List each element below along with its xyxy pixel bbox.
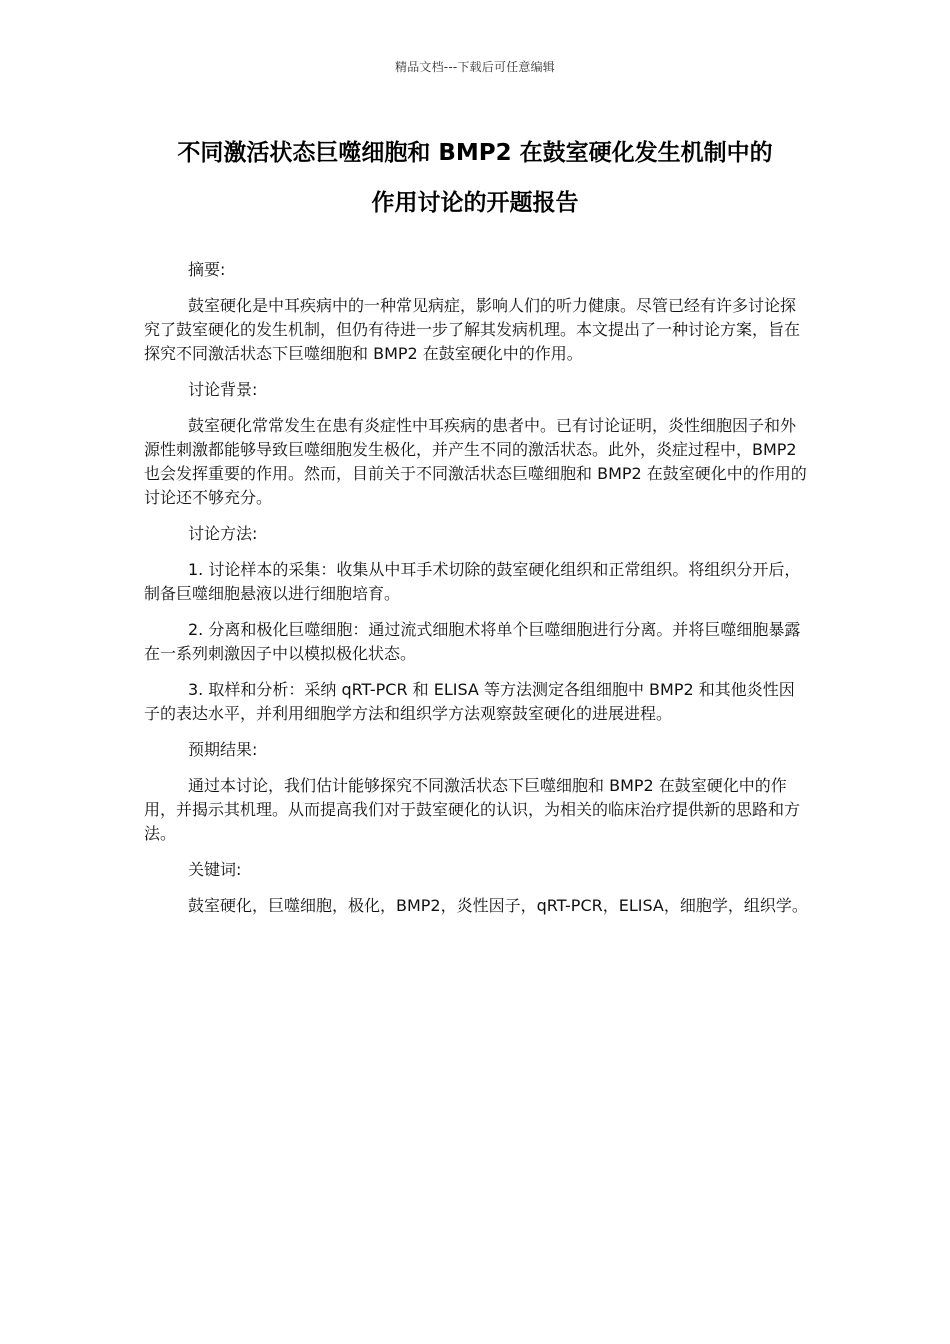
results-heading: 预期结果: <box>188 740 258 759</box>
background-heading: 讨论背景: <box>188 380 258 399</box>
methods-heading: 讨论方法: <box>188 524 258 543</box>
method-item-3: 3. 取样和分析：采纳 qRT-PCR 和 ELISA 等方法测定各组细胞中 BMP2 和其他炎性因子的表达水平，并利用细胞学方法和组织学方法观察鼓室硬化的进展进程。 <box>144 680 795 723</box>
method-item-1: 1. 讨论样本的采集：收集从中耳手术切除的鼓室硬化组织和正常组织。将组织分开后，制备巨噬细胞悬液以进行细胞培育。 <box>144 560 801 603</box>
abstract-paragraph: 鼓室硬化是中耳疾病中的一种常见病症，影响人们的听力健康。尽管已经有许多讨论探究了鼓室硬化的发生机制，但仍有待进一步了解其发病机理。本文提出了一种讨论方案，旨在探究不同激活状态下巨噬细胞和 BMP2 在鼓室硬化中的作用。 <box>144 296 801 363</box>
title-line-2: 作用讨论的开题报告 <box>371 190 579 216</box>
background-paragraph: 鼓室硬化常常发生在患有炎症性中耳疾病的患者中。已有讨论证明，炎性细胞因子和外源性刺激都能够导致巨噬细胞发生极化，并产生不同的激活状态。此外，炎症过程中，BMP2 也会发挥重要的作用。然而，目前关于不同激活状态巨噬细胞和 BMP2 在鼓室硬化中的作用的讨论还不够充分。 <box>144 416 807 507</box>
abstract-heading: 摘要: <box>188 260 226 279</box>
method-item-2: 2. 分离和极化巨噬细胞：通过流式细胞术将单个巨噬细胞进行分离。并将巨噬细胞暴露在一系列刺激因子中以模拟极化状态。 <box>144 620 801 663</box>
keywords-heading: 关键词: <box>188 860 242 879</box>
document-body <box>144 258 809 930</box>
title-line-1: 不同激活状态巨噬细胞和 BMP2 在鼓室硬化发生机制中的 <box>177 140 773 166</box>
results-paragraph: 通过本讨论，我们估计能够探究不同激活状态下巨噬细胞和 BMP2 在鼓室硬化中的作用，并揭示其机理。从而提高我们对于鼓室硬化的认识，为相关的临床治疗提供新的思路和方法。 <box>144 776 801 843</box>
keywords-paragraph: 鼓室硬化，巨噬细胞，极化，BMP2，炎性因子，qRT-PCR，ELISA，细胞学，组织学。 <box>188 896 808 915</box>
header-note: 精品文档---下载后可任意编辑 <box>395 60 555 74</box>
document-title <box>120 128 830 228</box>
